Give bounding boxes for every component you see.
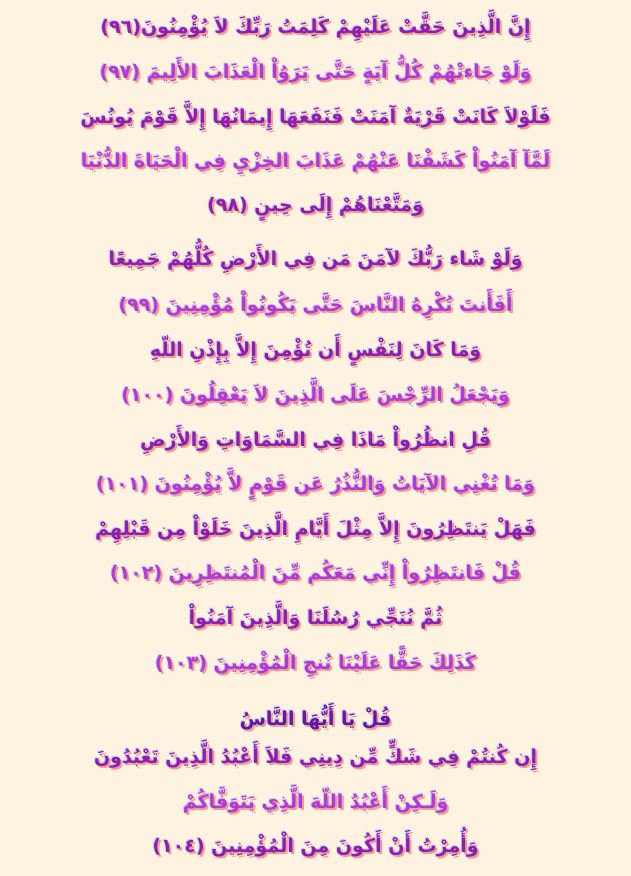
verse-line: إِنَّ الَّذِينَ حَقَّتْ عَلَيْهِمْ كَلِمَتُ رَبِّكَ لاَ يُؤْمِنُونَ(٩٦) bbox=[100, 16, 531, 38]
verse-line: فَلَوْلاَ كَانَتْ قَرْيَةٌ آمَنَتْ فَنَفَعَهَا إِيمَانُهَا إِلاَّ قَوْمَ يُونُسَ bbox=[80, 106, 551, 128]
verse-line: لَمَّآ آمَنُواْ كَشَفْنَا عَنْهُمْ عَذَابَ الخِزْيِ فِي الْحَيَاةَ الدُّنْيَا bbox=[80, 150, 551, 172]
verse-line: أَفَأَنتَ تُكْرِهُ النَّاسَ حَتَّى يَكُونُواْ مُؤْمِنِينَ (٩٩) bbox=[118, 294, 513, 316]
verse-line: وَأُمِرْتُ أَنْ أَكُونَ مِنَ الْمُؤْمِنِينَ (١٠٤) bbox=[152, 835, 479, 857]
verse-line: قُلِ انظُرُواْ مَاذَا فِي السَّمَاوَاتِ وَالأَرْضِ bbox=[140, 429, 491, 451]
verse-line: إِن كُنتُمْ فِي شَكٍّ مِّن دِينِي فَلاَ أَعْبُدُ الَّذِينَ تَعْبُدُونَ bbox=[93, 746, 538, 768]
verse-line: وَلَوْ شَاء رَبُّكَ لآمَنَ مَن فِي الأَرْضِ كُلُّهُمْ جَمِيعًا bbox=[108, 248, 523, 270]
verse-line: وَلَـكِنْ أَعْبُدُ اللّهَ الَّذِي يَتَوَفَّاكُمْ bbox=[182, 791, 449, 813]
verse-line: قُلْ فَانتَظِرُواْ إِنِّي مَعَكُم مِّنَ الْمُنتَظِرِينَ (١٠٢) bbox=[110, 562, 521, 584]
verse-line: وَلَوْ جَاءتْهُمْ كُلُّ آيَةٍ حَتَّى يَرَوُاْ الْعَذَابَ الأَلِيمَ (٩٧) bbox=[99, 61, 532, 83]
verse-line: كَذَلِكَ حَقًّا عَلَيْنَا نُنجِ الْمُؤْمِنِينَ (١٠٣) bbox=[154, 652, 477, 674]
verse-line: وَمَا تُغْنِي الآيَاتُ وَالنُّذُرُ عَن قَوْمٍ لاَّ يُؤْمِنُونَ (١٠١) bbox=[96, 473, 535, 495]
verse-line: ثُمَّ نُنَجِّي رُسُلَنَا وَالَّذِينَ آمَنُواْ bbox=[188, 607, 443, 629]
verse-line: فَهَلْ يَنتَظِرُونَ إِلاَّ مِثْلَ أَيَّامِ الَّذِينَ خَلَوْاْ مِن قَبْلِهِمْ bbox=[95, 518, 536, 540]
verse-line: قُلْ يَا أَيُّهَا النَّاسُ bbox=[239, 708, 392, 730]
verse-line: وَيَجْعَلُ الرِّجْسَ عَلَى الَّذِينَ لاَ يَعْقِلُونَ (١٠٠) bbox=[121, 384, 510, 406]
verse-line: وَمَتَّعْنَاهُمْ إِلَى حِينٍ (٩٨) bbox=[207, 194, 424, 216]
verse-line: وَمَا كَانَ لِنَفْسٍ أَن تُؤْمِنَ إِلاَّ بِإِذْنِ اللّهِ bbox=[149, 339, 482, 361]
